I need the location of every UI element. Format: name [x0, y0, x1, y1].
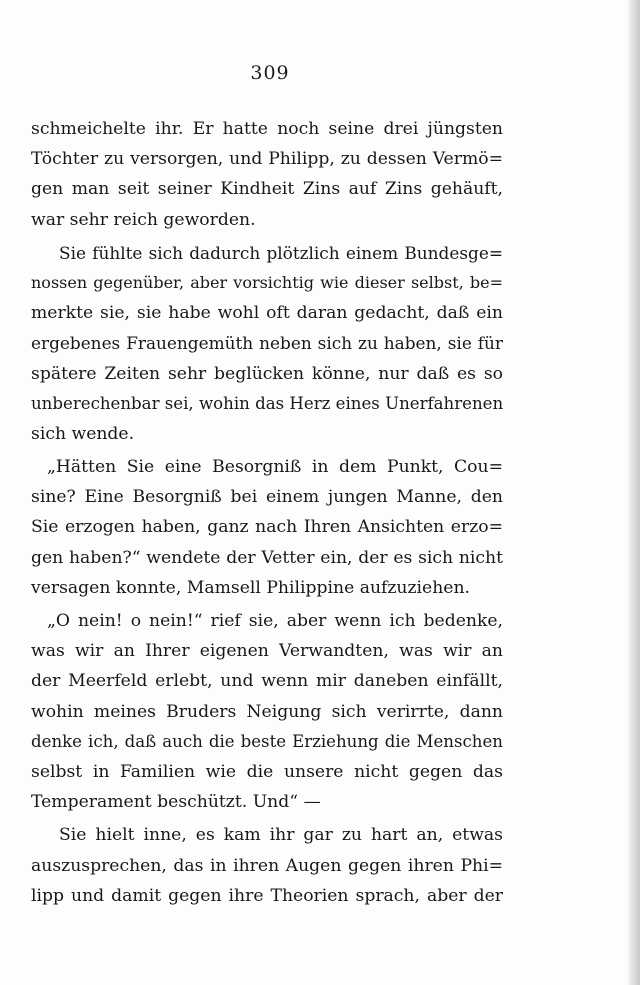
text-line: der Meerfeld erlebt, und wenn mir daneben einfällt, [31, 671, 503, 692]
text-line: Sie erzogen haben, ganz nach Ihren Ansichten erzo= [31, 517, 503, 538]
text-line: „Hätten Sie eine Besorgniß in dem Punkt, Cou= [47, 457, 503, 478]
text-line: war sehr reich geworden. [31, 209, 256, 230]
text-line: lipp und damit gegen ihre Theorien sprach, aber der [31, 885, 503, 906]
text-line: versagen konnte, Mamsell Philippine aufzuziehen. [31, 577, 471, 598]
text-line: sich wende. [31, 423, 135, 444]
text-line: Sie hielt inne, es kam ihr gar zu hart an, etwas [59, 825, 503, 846]
text-line: gen man seit seiner Kindheit Zins auf Zins gehäuft, [31, 179, 503, 200]
paragraph [31, 820, 503, 911]
text-line: schmeichelte ihr. Er hatte noch seine drei jüngsten [31, 119, 503, 139]
text-line: auszusprechen, das in ihren Augen gegen ihren Phi= [31, 855, 503, 876]
text-line: was wir an Ihrer eigenen Verwandten, was wir an [31, 641, 503, 662]
paragraph [31, 452, 503, 603]
text-line: spätere Zeiten sehr beglücken könne, nur daß es so [31, 363, 503, 384]
text-line: „O nein! o nein!“ rief sie, aber wenn ich bedenke, [47, 611, 503, 631]
text-line: denke ich, daß auch die beste Erziehung die Menschen [31, 731, 503, 751]
text-line: ergebenes Frauengemüth neben sich zu haben, sie für [31, 333, 503, 354]
body-text [31, 114, 503, 911]
text-line: Sie fühlte sich dadurch plötzlich einem Bundesge= [59, 242, 503, 263]
text-line: unberechenbar sei, wohin das Herz eines Unerfahrenen [31, 393, 504, 413]
text-line: Töchter zu versorgen, und Philipp, zu dessen Vermö= [31, 149, 503, 170]
text-line: merkte sie, sie habe wohl oft daran gedacht, daß ein [31, 303, 503, 324]
text-line: sine? Eine Besorgniß bei einem jungen Manne, den [31, 487, 503, 508]
text-line: selbst in Familien wie die unsere nicht gegen das [31, 761, 503, 782]
paragraph [31, 606, 503, 817]
text-line: wohin meines Bruders Neigung sich verirrte, dann [31, 701, 503, 722]
paragraph [31, 114, 503, 235]
text-line: gen haben?“ wendete der Vetter ein, der es sich nicht [31, 547, 503, 568]
page-edge-shadow [628, 0, 640, 985]
paragraph [31, 238, 503, 449]
page-number: 309 [250, 62, 290, 84]
text-line: Temperament beschützt. Und“ — [31, 792, 321, 813]
text-line: nossen gegenüber, aber vorsichtig wie dieser selbst, be= [31, 272, 503, 292]
